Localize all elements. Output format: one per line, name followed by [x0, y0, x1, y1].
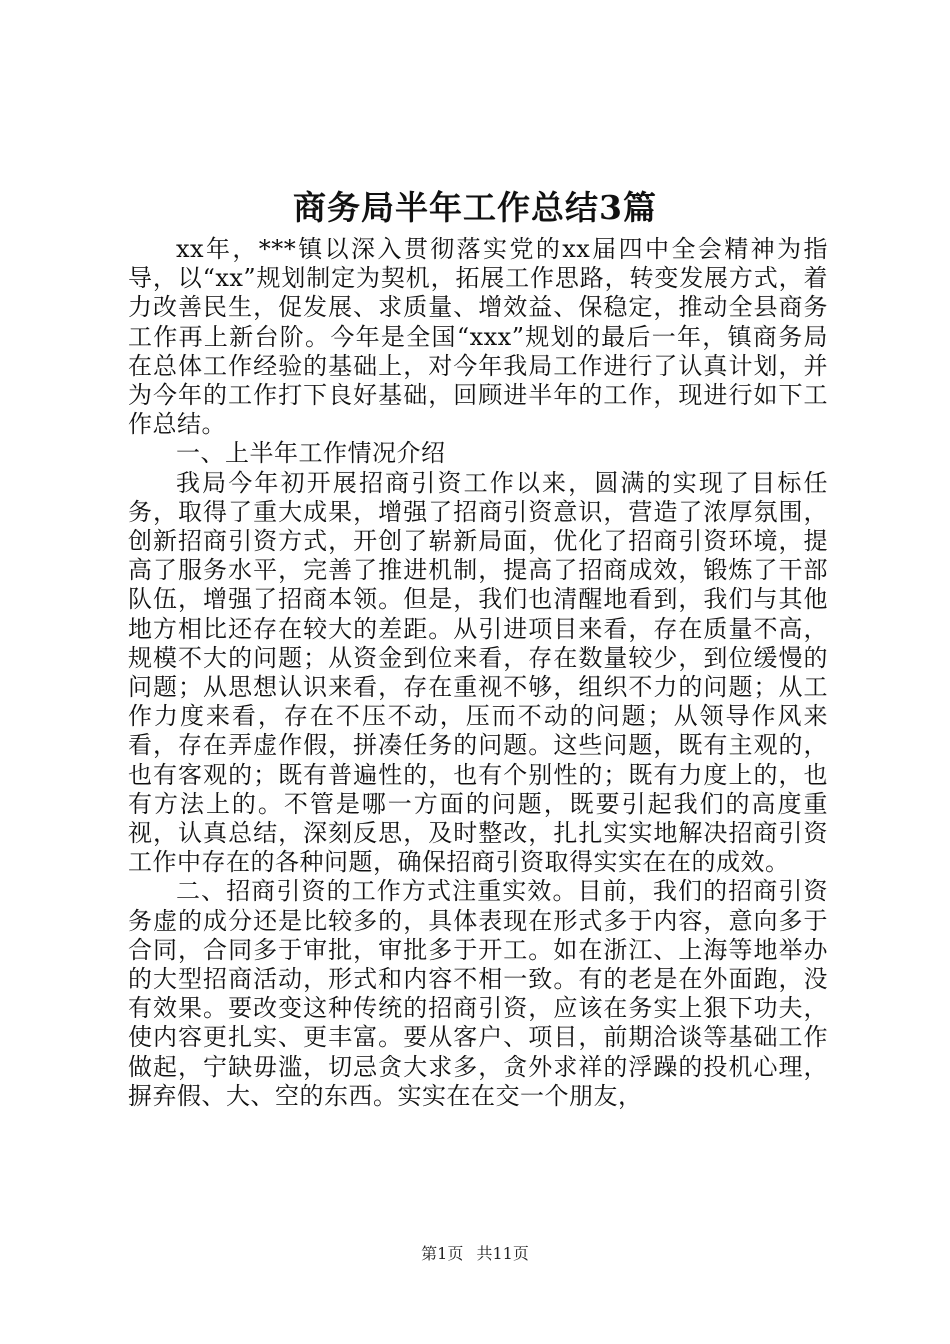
- page-title: 商务局半年工作总结3篇: [293, 188, 657, 227]
- paragraph-intro: xx年，***镇以深入贯彻落实党的xx届四中全会精神为指导，以“xx”规划制定为契机，拓展工作思路，转变发展方式，着力改善民生，促发展、求质量、增效益、保稳定，推动全县商务工作再上新台阶。今年是全国“xxx”规划的最后一年，镇商务局在总体工作经验的基础上，对今年我局工作进行了认真计划，并为今年的工作打下良好基础，回顾进半年的工作，现进行如下工作总结。: [128, 235, 828, 439]
- document-body: [128, 235, 828, 1111]
- paragraph-section-2: 二、招商引资的工作方式注重实效。目前，我们的招商引资务虚的成分还是比较多的，具体表现在形式多于内容，意向多于合同，合同多于审批，审批多于开工。如在浙江、上海等地举办的大型招商活动，形式和内容不相一致。有的老是在外面跑，没有效果。要改变这种传统的招商引资，应该在务实上狠下功夫，使内容更扎实、更丰富。要从客户、项目，前期洽谈等基础工作做起，宁缺毋滥，切忌贪大求多，贪外求祥的浮躁的投机心理，摒弃假、大、空的东西。实实在在交一个朋友，: [128, 877, 828, 1110]
- total-pages: 共11页: [476, 1244, 529, 1263]
- page-number: 第1页: [421, 1244, 464, 1263]
- section-heading-1: 一、上半年工作情况介绍: [176, 439, 446, 468]
- page-footer: [0, 1242, 950, 1266]
- paragraph-investment-results: 我局今年初开展招商引资工作以来，圆满的实现了目标任务，取得了重大成果，增强了招商引资意识，营造了浓厚氛围，创新招商引资方式，开创了崭新局面，优化了招商引资环境，提高了服务水平，完善了推进机制，提高了招商成效，锻炼了干部队伍，增强了招商本领。但是，我们也清醒地看到，我们与其他地方相比还存在较大的差距。从引进项目来看，存在质量不高，规模不大的问题；从资金到位来看，存在数量较少，到位缓慢的问题；从思想认识来看，存在重视不够，组织不力的问题；从工作力度来看，存在不压不动，压而不动的问题；从领导作风来看，存在弄虚作假，拼凑任务的问题。这些问题，既有主观的，也有客观的；既有普遍性的，也有个别性的；既有力度上的，也有方法上的。不管是哪一方面的问题，既要引起我们的高度重视，认真总结，深刻反思，及时整改，扎扎实实地解决招商引资工作中存在的各种问题，确保招商引资取得实实在在的成效。: [128, 468, 828, 877]
